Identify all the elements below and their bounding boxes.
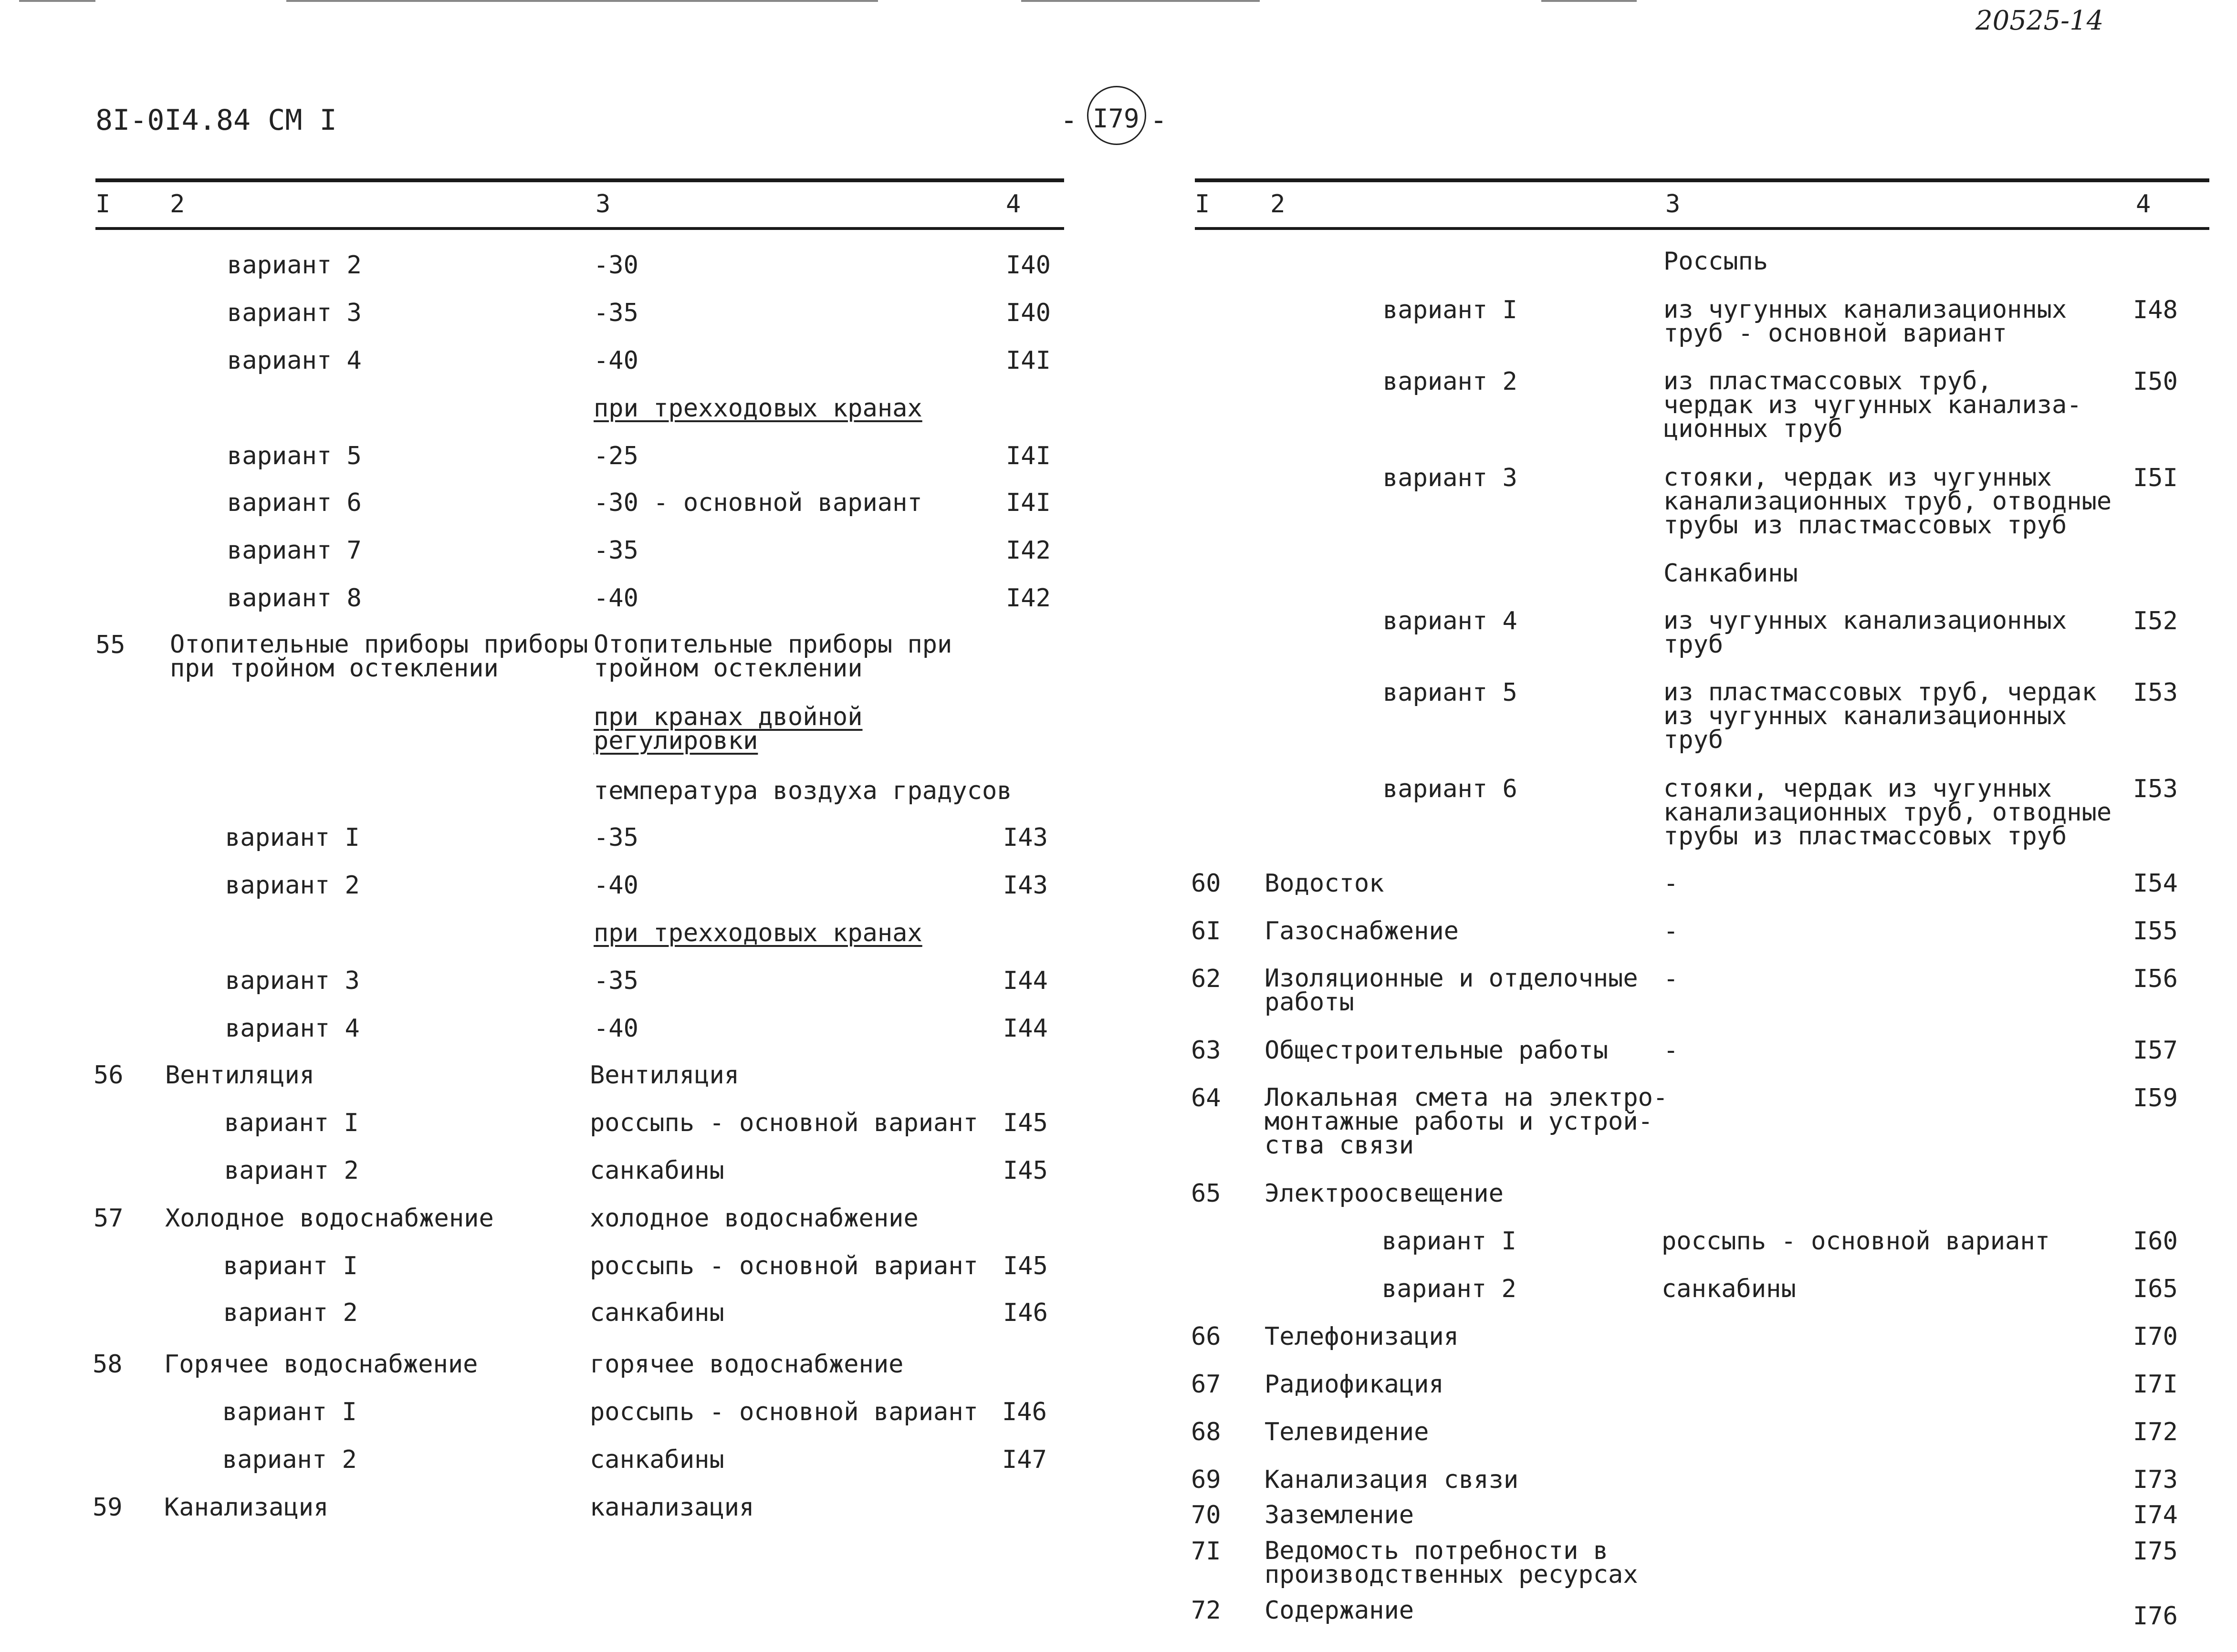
section-title: Водосток [1265,869,1384,898]
page-ref: I43 [1003,823,1048,852]
section-description: Вентиляция [590,1061,740,1090]
variant-label: вариант 5 [227,442,362,470]
variant-label: вариант I [223,1252,358,1280]
row-number: 63 [1191,1036,1221,1065]
row-value: -30 - основной вариант [594,488,922,517]
right-col-header-1: I [1195,190,1210,218]
variant-label: вариант 3 [227,299,362,327]
scan-artifact [19,0,95,2]
row-value: санкабины [590,1299,724,1327]
left-col-header-4: 4 [1006,190,1021,218]
page-ref: I4I [1006,346,1051,375]
row-number: 67 [1191,1370,1221,1399]
page-ref: I46 [1002,1398,1047,1426]
page-ref: I65 [2133,1275,2178,1303]
row-number: 68 [1191,1418,1221,1446]
section-title: Общестроительные работы [1265,1036,1609,1065]
variant-label: вариант 2 [1382,1275,1516,1303]
row-value: санкабины [590,1156,724,1185]
page-ref: I75 [2133,1537,2178,1566]
page-ref: I53 [2133,775,2178,803]
section-title: Телевидение [1265,1418,1429,1446]
row-description: стояки, чердак из чугунных канализационных труб, отводные трубы из пластмассовых труб [1663,774,2112,851]
section-description: Отопительные приборы при тройном остеклении [594,630,952,683]
row-number: 62 [1191,965,1221,993]
row-value: россыпь - основной вариант [590,1398,978,1426]
page-ref: I44 [1003,1014,1048,1043]
row-description: - [1663,917,1679,945]
page-ref: I54 [2133,869,2178,898]
variant-label: вариант 2 [222,1445,357,1474]
row-number: 57 [94,1204,124,1233]
row-value: россыпь - основной вариант [590,1109,978,1137]
page-ref: I73 [2133,1465,2178,1494]
row-description: - [1663,1036,1679,1065]
subheading: температура воздуха градусов [594,777,1012,805]
page-ref: I45 [1003,1109,1048,1137]
row-value: -35 [594,536,638,565]
page-ref: I45 [1003,1156,1048,1185]
subheading: при трехходовых кранах [594,919,922,947]
section-title: Ведомость потребности в производственных ресурсах [1265,1537,1638,1589]
section-description: горячее водоснабжение [590,1350,904,1379]
row-number: 59 [93,1493,123,1522]
row-description: - [1663,965,1679,993]
variant-label: вариант 2 [223,1299,358,1327]
left-col-header-1: I [95,190,111,218]
row-description: санкабины [1662,1275,1796,1303]
variant-label: вариант 3 [225,966,360,995]
variant-label: вариант 5 [1383,678,1517,707]
page-ref: I57 [2133,1036,2178,1065]
page-ref: I55 [2133,917,2178,945]
page-number: I79 [1093,104,1139,134]
scan-artifact [1541,0,1637,2]
section-title: Отопительные приборы приборы при тройном остеклении [170,630,588,683]
page-ref: I4I [1006,442,1051,470]
page-ref: I45 [1003,1252,1048,1280]
section-title: Содержание [1265,1596,1414,1625]
variant-label: вариант 2 [225,871,360,900]
section-title: Горячее водоснабжение [164,1350,478,1379]
variant-label: вариант 7 [227,536,362,565]
page-ref: I42 [1006,536,1051,565]
row-value: санкабины [590,1445,724,1474]
row-number: 56 [94,1061,124,1090]
page-ref: I4I [1006,488,1051,517]
page-ref: I40 [1006,299,1051,327]
right-header-rule-bottom [1195,227,2209,230]
variant-label: вариант I [1382,1227,1516,1256]
variant-label: вариант 3 [1383,464,1517,492]
row-value: -40 [594,871,638,900]
page-ref: I7I [2133,1370,2178,1399]
row-value: -35 [594,966,638,995]
section-title: Радиофикация [1265,1370,1444,1399]
row-description: - [1663,869,1679,898]
left-col-header-2: 2 [170,190,185,218]
page-ref: I40 [1006,251,1051,280]
row-number: 65 [1191,1179,1221,1208]
left-header-rule-top [95,178,1064,182]
page-ref: I44 [1003,966,1048,995]
row-value: -40 [594,1014,638,1043]
row-value: -40 [594,584,638,613]
variant-label: вариант I [224,1109,359,1137]
row-description: из пластмассовых труб, чердак из чугунных канализа- ционных труб [1663,367,2082,443]
page-ref: I42 [1006,584,1051,613]
section-title: Электроосвещение [1265,1179,1504,1208]
row-number: 55 [95,631,125,659]
row-value: -25 [594,442,638,470]
right-col-header-4: 4 [2136,190,2151,218]
row-value: -35 [594,823,638,852]
page-ref: I5I [2133,464,2178,492]
page-ref: I53 [2133,678,2178,707]
row-number: 6I [1191,917,1221,945]
variant-label: вариант 6 [1383,775,1517,803]
section-title: Канализация связи [1265,1465,1519,1494]
row-description: из чугунных канализационных труб - основной вариант [1663,295,2067,348]
row-number: 7I [1191,1537,1221,1566]
page-ref: I60 [2133,1227,2178,1256]
row-value: -30 [594,251,638,280]
variant-label: вариант I [225,823,360,852]
variant-label: вариант 2 [224,1156,359,1185]
scan-artifact [286,0,878,2]
variant-label: вариант 4 [227,346,362,375]
row-number: 69 [1191,1465,1221,1494]
page-dash-right: - [1150,104,1168,137]
section-title: Вентиляция [165,1061,315,1090]
scan-artifact [1021,0,1260,2]
row-number: 64 [1191,1084,1221,1112]
row-value: россыпь - основной вариант [590,1252,978,1280]
page-ref: I47 [1002,1445,1047,1474]
page-ref: I50 [2133,367,2178,396]
variant-label: вариант 2 [1383,367,1517,396]
section-title: Газоснабжение [1265,917,1459,945]
page-ref: I46 [1003,1299,1048,1327]
document-code: 8I-0I4.84 СМ I [95,104,337,137]
row-description: россыпь - основной вариант [1662,1227,2050,1256]
page-ref: I74 [2133,1501,2178,1529]
section-title: Телефонизация [1265,1322,1459,1351]
section-title: Изоляционные и отделочные работы [1265,964,1638,1017]
subheading: Россыпь [1663,247,1768,276]
section-title: Канализация [164,1493,329,1522]
row-number: 58 [93,1350,123,1379]
left-header-rule-bottom [95,227,1064,230]
subheading: Санкабины [1663,559,1798,588]
archive-number: 20525-14 [1976,5,2104,36]
section-title: Локальная смета на электро- монтажные работы и устрой- ства связи [1265,1083,1668,1160]
page-ref: I52 [2133,607,2178,635]
section-description: канализация [590,1493,754,1522]
variant-label: вариант I [222,1398,357,1426]
subheading: при трехходовых кранах [594,394,922,423]
page-ref: I76 [2133,1602,2178,1631]
row-value: -35 [594,299,638,327]
variant-label: вариант 4 [225,1014,360,1043]
row-description: стояки, чердак из чугунных канализационных труб, отводные трубы из пластмассовых труб [1663,463,2112,540]
page-ref: I48 [2133,296,2178,324]
variant-label: вариант 2 [227,251,362,280]
right-col-header-2: 2 [1270,190,1286,218]
row-number: 72 [1191,1596,1221,1625]
page-ref: I56 [2133,965,2178,993]
row-description: из пластмассовых труб, чердак из чугунных канализационных труб [1663,678,2097,754]
section-title: Заземление [1265,1501,1414,1529]
page-ref: I43 [1003,871,1048,900]
section-description: холодное водоснабжение [590,1204,919,1233]
variant-label: вариант 4 [1383,607,1517,635]
right-col-header-3: 3 [1665,190,1681,218]
row-value: -40 [594,346,638,375]
row-number: 70 [1191,1501,1221,1529]
right-header-rule-top [1195,178,2209,182]
page-ref: I59 [2133,1084,2178,1112]
page-ref: I72 [2133,1418,2178,1446]
variant-label: вариант 6 [227,488,362,517]
variant-label: вариант 8 [227,584,362,613]
left-col-header-3: 3 [596,190,611,218]
row-number: 66 [1191,1322,1221,1351]
row-number: 60 [1191,869,1221,898]
subheading: при кранах двойной регулировки [594,703,863,755]
variant-label: вариант I [1383,296,1517,324]
row-description: из чугунных канализационных труб [1663,606,2067,659]
page-ref: I70 [2133,1322,2178,1351]
page-dash-left: - [1060,104,1078,137]
section-title: Холодное водоснабжение [165,1204,494,1233]
